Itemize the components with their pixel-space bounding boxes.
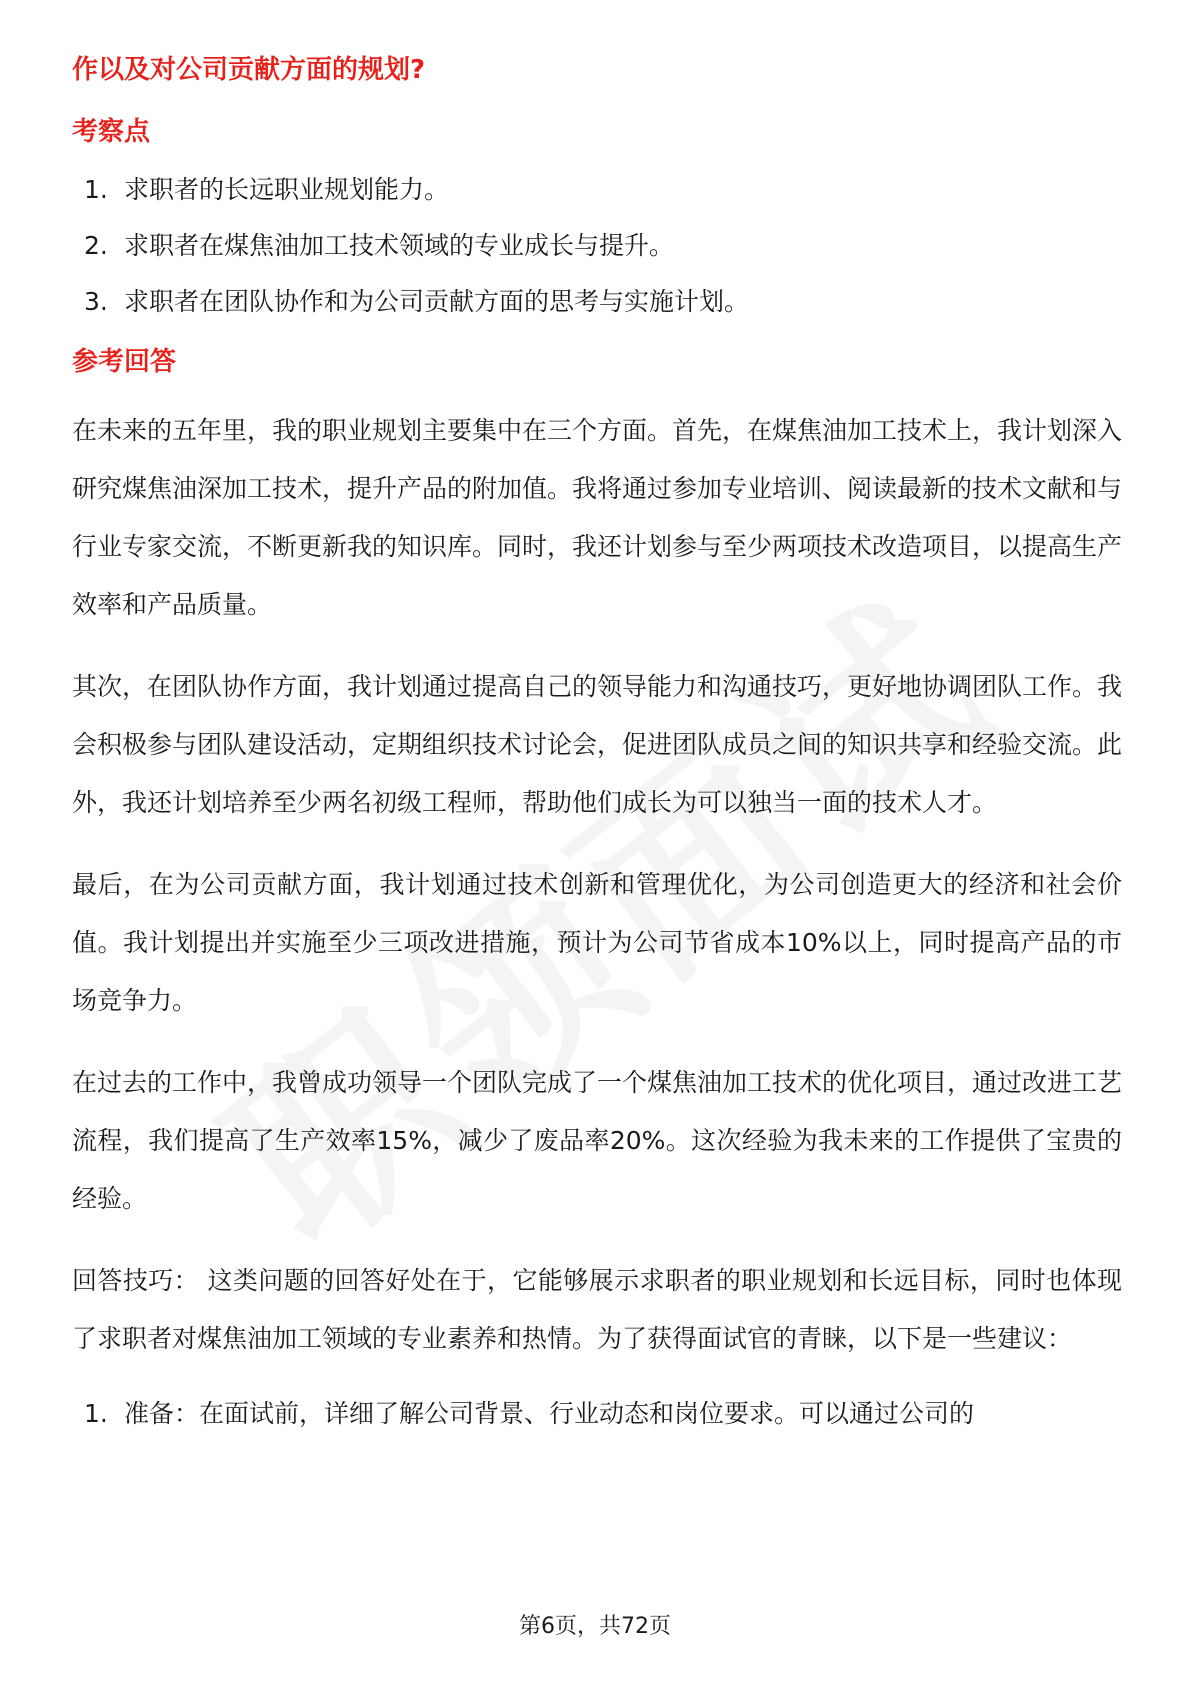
question-title: 作以及对公司贡献方面的规划? [72, 55, 426, 85]
focus-list [72, 172, 1122, 320]
list-item-number: 2. [84, 231, 108, 260]
answer-paragraph: 其次，在团队协作方面，我计划通过提高自己的领导能力和沟通技巧，更好地协调团队工作。我会积极参与团队建设活动，定期组织技术讨论会，促进团队成员之间的知识共享和经验交流。此外，我还计划培养至少两名初级工程师，帮助他们成长为可以独当一面的技术人才。 [72, 672, 1123, 817]
list-item-text: 求职者的长远职业规划能力。 [124, 175, 450, 204]
list-item-text: 求职者在团队协作和为公司贡献方面的思考与实施计划。 [124, 287, 750, 316]
list-item-number: 1. [84, 175, 108, 204]
answer-heading: 参考回答 [72, 347, 177, 377]
focus-heading: 考察点 [72, 117, 151, 147]
answer-paragraph: 在过去的工作中，我曾成功领导一个团队完成了一个煤焦油加工技术的优化项目，通过改进工艺流程，我们提高了生产效率15%，减少了废品率20%。这次经验为我未来的工作提供了宝贵的经验。 [72, 1068, 1123, 1213]
answer-tips-paragraph: 回答技巧： 这类问题的回答好处在于，它能够展示求职者的职业规划和长远目标，同时也体现了求职者对煤焦油加工领域的专业素养和热情。为了获得面试官的青睐，以下是一些建议： [72, 1266, 1122, 1353]
list-item [72, 172, 1122, 208]
list-item-text: 准备：在面试前，详细了解公司背景、行业动态和岗位要求。可以通过公司的 [124, 1399, 975, 1428]
list-item-text: 求职者在煤焦油加工技术领域的专业成长与提升。 [124, 231, 675, 260]
list-item-number: 3. [84, 287, 108, 316]
answer-paragraph: 在未来的五年里，我的职业规划主要集中在三个方面。首先，在煤焦油加工技术上，我计划深入研究煤焦油深加工技术，提升产品的附加值。我将通过参加专业培训、阅读最新的技术文献和与行业专家交流，不断更新我的知识库。同时，我还计划参与至少两项技术改造项目，以提高生产效率和产品质量。 [72, 416, 1123, 619]
tips-list [72, 1396, 1122, 1432]
answer-paragraph: 最后，在为公司贡献方面，我计划通过技术创新和管理优化，为公司创造更大的经济和社会价值。我计划提出并实施至少三项改进措施，预计为公司节省成本10%以上，同时提高产品的市场竞争力。 [72, 870, 1122, 1015]
list-item [72, 1396, 1122, 1432]
page-footer: 第6页，共72页 [519, 1614, 671, 1639]
list-item [72, 228, 1122, 264]
list-item-number: 1. [84, 1399, 108, 1428]
list-item [72, 284, 1122, 320]
page-content [72, 52, 1122, 1432]
